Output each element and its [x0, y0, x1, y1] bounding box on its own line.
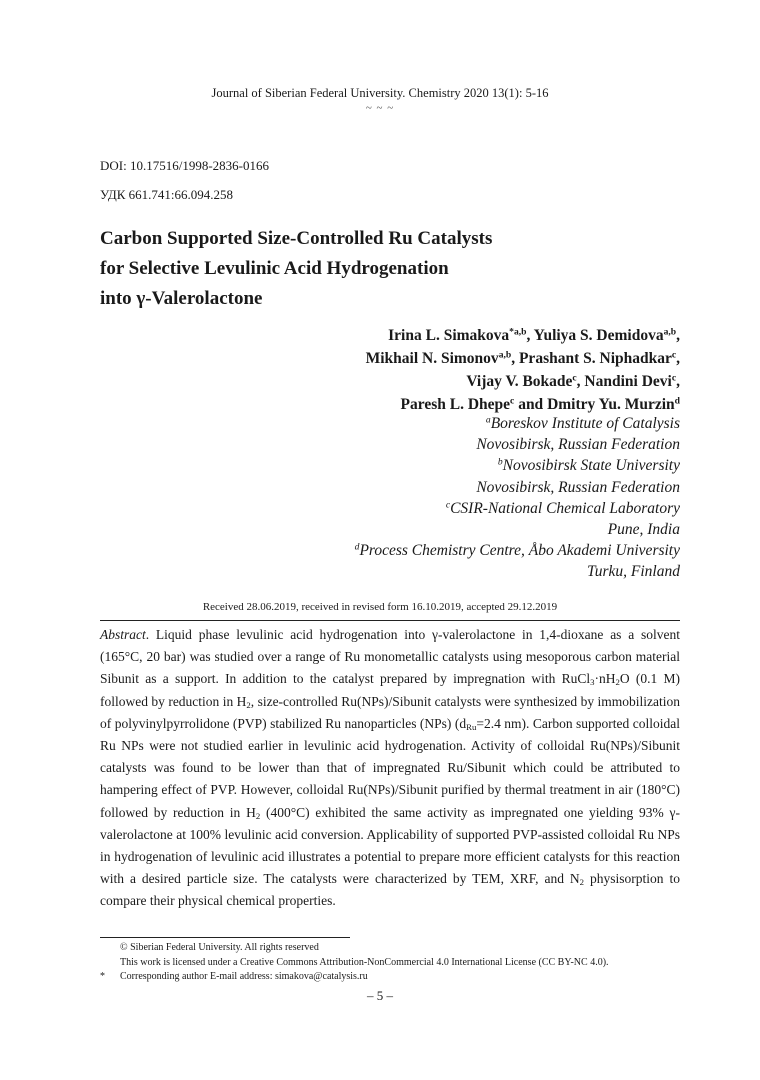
header-ornament: ~ ~ ~ — [365, 102, 395, 114]
article-title — [100, 224, 492, 314]
corresponding-email[interactable]: Corresponding author E-mail address: simakova@catalysis.ru — [120, 971, 368, 982]
affiliation-b: $^b$Novosibirsk State University — [497, 457, 680, 475]
author-affil-mark: c — [572, 372, 577, 384]
udk-line: УДК 661.741:66.094.258 — [100, 187, 234, 202]
author-name: Irina L. Simakova — [388, 327, 510, 344]
author-affil-mark: d — [674, 395, 680, 407]
author-affil-mark: c — [510, 395, 515, 407]
author-name: Nandini Devi — [584, 373, 672, 390]
abstract-body: Abstract. Liquid phase levulinic acid hydrogenation into γ-valerolactone in 1,4-dioxane as a solvent (165°C, 20 bar) was studied over a range of Ru monometallic catalysts using mesoporous carbon material Sibunit as a support. In addition to the catalyst prepared by impregnation with $RuCl_3\cdot nH_2O$ (0.1 M) followed by reduction in $H_2$, size-controlled Ru(NPs)/Sibunit catalysts were synthesized by immobilization of polyvinylpyrrolidone (PVP) stabilized Ru nanoparticles (NPs) ($d_{Ru}=2.4$ nm). Carbon supported colloidal Ru NPs were not studied earlier in levulinic acid hydrogenation. Activity of colloidal Ru(NPs)/Sibunit catalysts was found to be lower than that of impregnated Ru/Sibunit which could be attributed to hampering effect of PVP. However, colloidal Ru(NPs)/Sibunit purified by thermal treatment in air (180°C) followed by reduction in $H_2$ (400°C) exhibited the same activity as impregnated one yielding 93% γ-valerolactone at 100% levulinic acid conversion. Applicability of supported PVP-assisted colloidal Ru NPs in hydrogenation of levulinic acid illustrates a potential to prepare more efficient catalysts for this reaction with a desired particle size. The catalysts were characterized by TEM, XRF, and $N_2$ physisorption to compare their physical chemical properties. — [100, 627, 680, 909]
author-affil-mark: c — [671, 372, 677, 384]
author-name: Paresh L. Dhepe — [400, 396, 511, 413]
received-dates: Received 28.06.2019, received in revised form 16.10.2019, accepted 29.12.2019 — [202, 601, 558, 613]
footnotes — [100, 941, 690, 985]
page-number: – 5 – — [367, 988, 393, 1003]
author-name: Prashant S. Niphadkar — [518, 350, 672, 367]
author-affil-mark: *a,b — [509, 326, 527, 338]
author-line-1: Irina L. Simakova$^{*a,b}$, Yuliya S. Demidova$^{a,b}$, — [388, 326, 680, 344]
author-affil-mark: a,b — [663, 326, 677, 338]
affiliation-list — [355, 413, 680, 583]
author-name: Dmitry Yu. Murzin — [547, 396, 675, 413]
title-line-3: into γ-Valerolactone — [100, 288, 263, 309]
footnote-license: This work is licensed under a Creative Commons Attribution-NonCommercial 4.0 International License (CC BY-NC 4.0). — [120, 956, 609, 968]
author-name: Yuliya S. Demidova — [533, 327, 664, 344]
footnote-corresponding — [100, 970, 690, 985]
affiliation-a: $^a$Boreskov Institute of Catalysis — [485, 414, 680, 432]
author-affil-mark: a,b — [498, 349, 512, 361]
author-line-4: Paresh L. Dhepe$^c$ and Dmitry Yu. Murzin$^d$ — [400, 395, 680, 413]
affiliation-d-location: Turku, Finland — [586, 563, 680, 581]
affiliation-a-location: Novosibirsk, Russian Federation — [476, 436, 680, 454]
corresponding-star: * — [100, 971, 105, 982]
title-line-1: Carbon Supported Size-Controlled Ru Catalysts — [100, 228, 493, 249]
author-line-3: Vijay V. Bokade$^c$, Nandini Devi$^c$, — [466, 372, 680, 390]
abstract-label: Abstract — [100, 627, 146, 642]
title-line-2: for Selective Levulinic Acid Hydrogenation — [100, 258, 449, 279]
author-name: Mikhail N. Simonov — [365, 350, 499, 367]
abstract-divider — [100, 620, 680, 621]
doi-line[interactable]: DOI: 10.17516/1998-2836-0166 — [100, 158, 269, 173]
author-line-2: Mikhail N. Simonov$^{a,b}$, Prashant S. Niphadkar$^c$, — [365, 349, 680, 367]
author-affil-mark: c — [671, 349, 677, 361]
author-list — [366, 324, 680, 416]
affiliation-b-location: Novosibirsk, Russian Federation — [476, 478, 680, 496]
journal-header: Journal of Siberian Federal University. Chemistry 2020 13(1): 5-16 — [211, 86, 549, 100]
footnote-divider — [100, 937, 350, 938]
affiliation-c-location: Pune, India — [607, 521, 680, 539]
affiliation-c: $^c$CSIR-National Chemical Laboratory — [445, 499, 680, 517]
footnote-copyright: © Siberian Federal University. All rights reserved — [120, 942, 319, 953]
affiliation-d: $^d$Process Chemistry Centre, Åbo Akademi University — [354, 541, 680, 560]
author-name: Vijay V. Bokade — [466, 373, 573, 390]
